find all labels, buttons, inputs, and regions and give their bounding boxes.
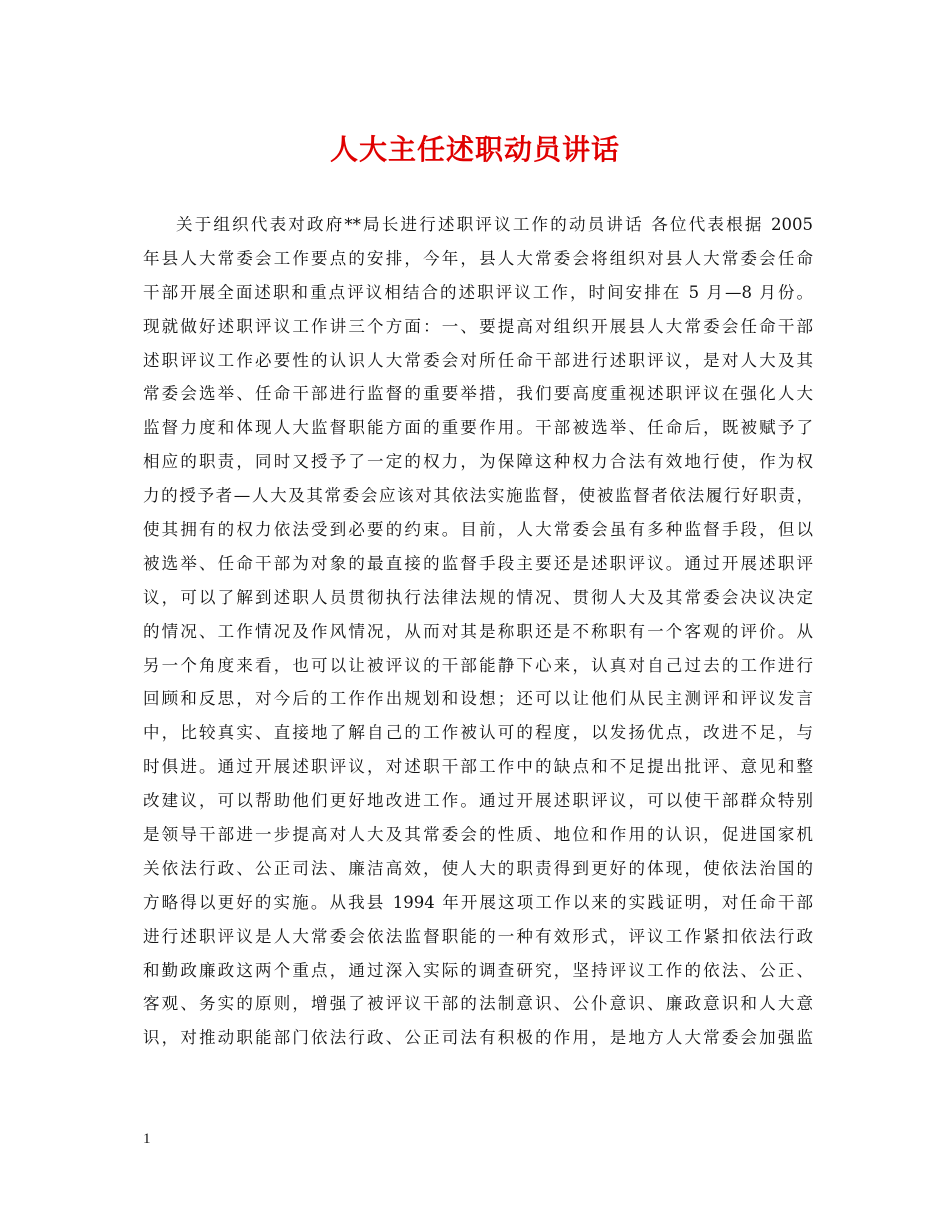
- document-title: 人大主任述职动员讲话: [329, 133, 620, 166]
- body-line: 中，比较真实、直接地了解自己的工作被认可的程度，以发扬优点，改进不足，与: [143, 723, 813, 743]
- body-line: 关依法行政、公正司法、廉洁高效，使人大的职责得到更好的体现，使依法治国的: [143, 858, 813, 878]
- body-line: 使其拥有的权力依法受到必要的约束。目前，人大常委会虽有多种监督手段，但以: [143, 520, 813, 540]
- body-line: 监督力度和体现人大监督职能方面的重要作用。干部被选举、任命后，既被赋予了: [143, 418, 813, 438]
- body-line: 关于组织代表对政府**局长进行述职评议工作的动员讲话 各位代表根据 2005: [176, 215, 813, 234]
- body-line: 述职评议工作必要性的认识人大常委会对所任命干部进行述职评议，是对人大及其: [143, 350, 813, 370]
- body-line: 力的授予者—人大及其常委会应该对其依法实施监督，使被监督者依法履行好职责，: [143, 486, 813, 506]
- body-line: 另一个角度来看，也可以让被评议的干部能静下心来，认真对自己过去的工作进行: [143, 655, 813, 675]
- body-line: 时俱进。通过开展述职评议，对述职干部工作中的缺点和不足提出批评、意见和整: [143, 757, 813, 777]
- body-line: 回顾和反思，对今后的工作作出规划和设想；还可以让他们从民主测评和评议发言: [143, 689, 813, 709]
- body-line: 的情况、工作情况及作风情况，从而对其是称职还是不称职有一个客观的评价。从: [143, 621, 813, 641]
- body-line: 常委会选举、任命干部进行监督的重要举措，我们要高度重视述职评议在强化人大: [143, 384, 813, 404]
- body-line: 相应的职责，同时又授予了一定的权力，为保障这种权力合法有效地行使，作为权: [143, 452, 813, 472]
- body-line: 方略得以更好的实施。从我县 1994 年开展这项工作以来的实践证明，对任命干部: [143, 892, 813, 912]
- body-line: 和勤政廉政这两个重点，通过深入实际的调查研究，坚持评议工作的依法、公正、: [143, 960, 813, 980]
- body-line: 现就做好述职评议工作讲三个方面：一、要提高对组织开展县人大常委会任命干部: [143, 316, 813, 336]
- body-line: 改建议，可以帮助他们更好地改进工作。通过开展述职评议，可以使干部群众特别: [143, 791, 813, 811]
- page-number: 1: [143, 1131, 151, 1147]
- body-line: 识，对推动职能部门依法行政、公正司法有积极的作用，是地方人大常委会加强监: [143, 1028, 813, 1048]
- body-line: 客观、务实的原则，增强了被评议干部的法制意识、公仆意识、廉政意识和人大意: [143, 994, 813, 1014]
- body-line: 年县人大常委会工作要点的安排，今年，县人大常委会将组织对县人大常委会任命: [143, 248, 813, 268]
- body-line: 进行述职评议是人大常委会依法监督职能的一种有效形式，评议工作紧扣依法行政: [143, 926, 813, 946]
- body-line: 干部开展全面述职和重点评议相结合的述职评议工作，时间安排在 5 月—8 月份。: [143, 282, 813, 302]
- body-line: 被选举、任命干部为对象的最直接的监督手段主要还是述职评议。通过开展述职评: [143, 553, 813, 573]
- body-line: 议，可以了解到述职人员贯彻执行法律法规的情况、贯彻人大及其常委会决议决定: [143, 587, 813, 607]
- document-body: [143, 208, 813, 1055]
- body-line: 是领导干部进一步提高对人大及其常委会的性质、地位和作用的认识，促进国家机: [143, 825, 813, 845]
